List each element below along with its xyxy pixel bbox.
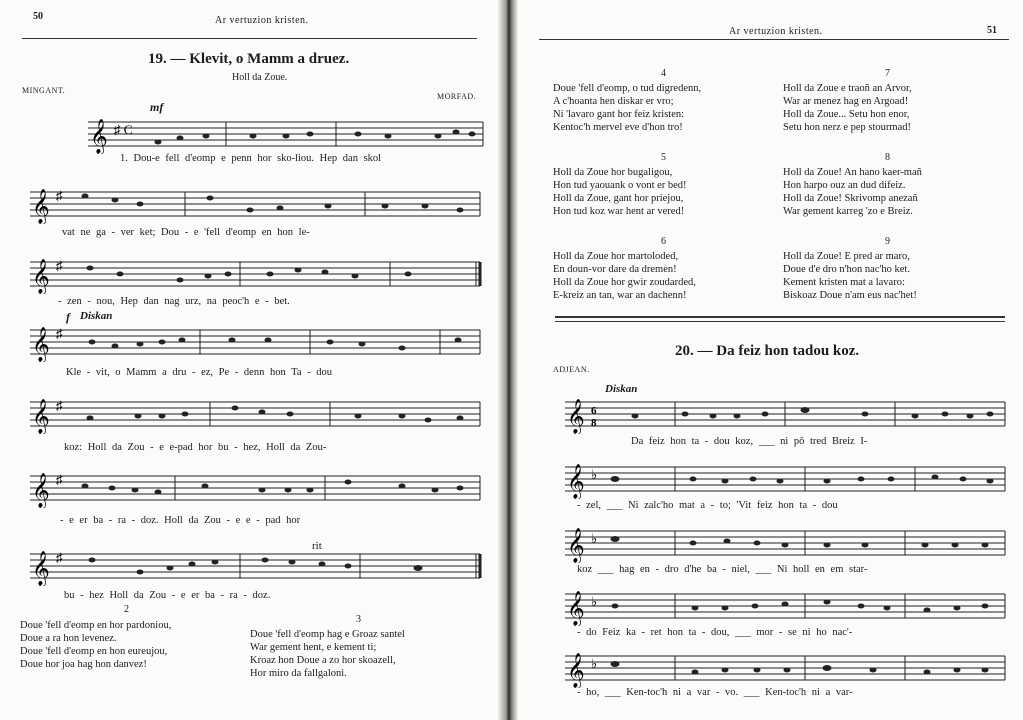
svg-text:♯: ♯	[56, 326, 63, 341]
music-staff	[565, 586, 1015, 631]
music-staff	[30, 322, 485, 367]
music-staff	[565, 394, 1015, 439]
svg-text:𝄞: 𝄞	[567, 528, 585, 563]
tempo-marking-right: MORFAD.	[437, 92, 477, 101]
svg-text:♯: ♯	[56, 258, 63, 273]
lyric-line: vat ne ga - ver ket; Dou - e 'fell d'eomp en hon le-	[62, 227, 310, 238]
lyric-line: Da feiz hon ta - dou koz, ___ ni pô tred Breiz I-	[631, 436, 868, 447]
verse-line: Hon tud koz war hent ar vered!	[553, 206, 685, 217]
tempo-marking: ADJEAN.	[553, 365, 590, 374]
stanza-8	[783, 166, 922, 218]
verse-line: A c'hoanta hen diskar er vro;	[553, 96, 674, 107]
verse-line: Holl da Zoue hor gwir zoudarded,	[553, 277, 696, 288]
svg-text:♭: ♭	[591, 656, 598, 671]
svg-text:𝄞: 𝄞	[32, 473, 50, 508]
header-rule-right	[539, 39, 1009, 40]
stanza-number: 5	[661, 152, 666, 163]
verse-line: War ar menez hag en Argoad!	[783, 96, 909, 107]
rit-label: rit	[312, 540, 322, 552]
verse-line: Hor miro da fallgaloni.	[250, 668, 347, 679]
diskan-label-right: Diskan	[605, 383, 638, 395]
svg-text:♭: ♭	[591, 594, 598, 609]
running-head-right: Ar vertuzion kristen.	[729, 26, 823, 37]
verse-line: Kroaz hon Doue a zo hor skoazell,	[250, 655, 396, 666]
diskan-label: Diskan	[80, 310, 113, 322]
left-page	[0, 0, 500, 720]
verse-line: War gement hent, e kement ti;	[250, 642, 377, 653]
page-number-right: 51	[987, 25, 997, 36]
music-staff	[30, 184, 485, 229]
svg-text:𝄞: 𝄞	[32, 189, 50, 224]
stanza-number: 9	[885, 236, 890, 247]
verse-line: Biskoaz Doue n'am eus nac'het!	[783, 290, 917, 301]
section-rule	[555, 316, 1005, 318]
verse-line: Doue 'fell d'eomp en hor pardoniou,	[20, 620, 172, 631]
stanza-6	[553, 250, 696, 302]
verse-line: E-kreiz an tan, war an dachenn!	[553, 290, 687, 301]
music-staff	[30, 468, 485, 513]
verse-line: Holl da Zoue e traoñ an Arvor,	[783, 83, 912, 94]
header-rule-left	[22, 38, 477, 39]
svg-text:𝄞: 𝄞	[32, 327, 50, 362]
stanza-3	[250, 628, 405, 680]
verse-line: Holl da Zoue hor martoloded,	[553, 251, 679, 262]
svg-text:♯: ♯	[56, 472, 63, 487]
verse-line: Holl da Zoue, gant hor priejou,	[553, 193, 684, 204]
svg-text:𝄞: 𝄞	[32, 551, 50, 586]
page-number-left: 50	[33, 11, 43, 22]
svg-text:𝄞: 𝄞	[90, 119, 108, 154]
music-staff	[30, 394, 485, 439]
lyric-line: - zen - nou, Hep dan nag urz, na peoc'h e - bet.	[58, 296, 290, 307]
dynamic-mf: mf	[150, 100, 164, 114]
lyric-line: 1. Dou-e fell d'eomp e penn hor sko-liou. Hep dan skol	[120, 153, 382, 164]
song-19-subtitle: Holl da Zoue.	[232, 72, 288, 83]
right-page	[515, 0, 1023, 720]
stanza-9	[783, 250, 917, 302]
tempo-marking-left: MINGANT.	[22, 86, 66, 95]
stanza-4	[553, 82, 701, 134]
stanza-number: 7	[885, 68, 890, 79]
verse-line: Kement kristen mat a lavaro:	[783, 277, 905, 288]
lyric-line: koz: Holl da Zou - e e-pad hor bu - hez, Holl da Zou-	[64, 442, 327, 453]
song-19-title: 19. — Klevit, o Mamm a druez.	[148, 51, 350, 67]
verse-line: Holl da Zoue! An hano kaer-mañ	[783, 167, 922, 178]
dynamic-f: f	[66, 310, 70, 324]
music-staff	[565, 523, 1015, 568]
verse-line: Ni 'lavaro gant hor feiz kristen:	[553, 109, 685, 120]
music-staff	[30, 254, 485, 299]
stanza-number: 4	[661, 68, 666, 79]
stanza-2	[20, 619, 171, 671]
lyric-line: - e er ba - ra - doz. Holl da Zou - e e - pad hor	[60, 515, 301, 526]
svg-text:6: 6	[591, 405, 597, 417]
verse-line: War gement karreg 'zo e Breiz.	[783, 206, 913, 217]
lyric-line: Kle - vit, o Mamm a dru - ez, Pe - denn hon Ta - dou	[66, 367, 332, 378]
verse-line: En doun-vor dare da dremen!	[553, 264, 677, 275]
verse-line: Hon tud yaouank o vont er bed!	[553, 180, 687, 191]
svg-text:♭: ♭	[591, 467, 598, 482]
lyric-line: - do Feiz ka - ret hon ta - dou, ___ mor - se ni ho nac'-	[577, 627, 853, 638]
lyric-line: bu - hez Holl da Zou - e er ba - ra - doz.	[64, 590, 271, 601]
svg-text:𝄞: 𝄞	[32, 259, 50, 294]
verse-line: Doue d'e dro n'hon nac'ho ket.	[783, 264, 910, 275]
svg-text:♯: ♯	[56, 550, 63, 565]
lyric-line: - zel, ___ Ni zalc'ho mat a - to; 'Vit feiz hon ta - dou	[577, 500, 838, 511]
verse-line: Doue 'fell d'eomp en hon eureujou,	[20, 646, 168, 657]
stanza-number: 3	[356, 614, 361, 625]
verse-line: Holl da Zoue! E pred ar maro,	[783, 251, 910, 262]
svg-text:𝄞: 𝄞	[567, 653, 585, 688]
svg-text:8: 8	[591, 417, 597, 429]
verse-line: Holl da Zoue hor bugaligou,	[553, 167, 673, 178]
stanza-number: 6	[661, 236, 666, 247]
svg-text:𝄞: 𝄞	[567, 399, 585, 434]
svg-text:♯: ♯	[56, 188, 63, 203]
verse-line: Hon harpo ouz an dud difeiz.	[783, 180, 906, 191]
stanza-5	[553, 166, 687, 218]
verse-line: Setu hon nerz e pep stourmad!	[783, 122, 912, 133]
verse-line: Holl da Zoue... Setu hon enor,	[783, 109, 910, 120]
stanza-number: 8	[885, 152, 890, 163]
section-rule	[555, 321, 1005, 322]
music-staff	[30, 546, 485, 591]
verse-line: Doue hor joa hag hon danvez!	[20, 659, 147, 670]
svg-text:♯ C: ♯ C	[114, 122, 133, 137]
verse-line: Doue a ra hon levenez.	[20, 633, 117, 644]
svg-text:𝄞: 𝄞	[567, 464, 585, 499]
song-20-title: 20. — Da feiz hon tadou koz.	[675, 343, 860, 359]
verse-line: Doue 'fell d'eomp hag e Groaz santel	[250, 629, 405, 640]
verse-line: Doue 'fell d'eomp, o tud digredenn,	[553, 83, 702, 94]
running-head-left: Ar vertuzion kristen.	[215, 15, 309, 26]
stanza-7	[783, 82, 912, 134]
verse-line: Kentoc'h mervel eve d'hon tro!	[553, 122, 683, 133]
verse-line: Holl da Zoue! Skrivomp anezañ	[783, 193, 918, 204]
stanza-number: 2	[124, 604, 129, 615]
lyric-line: koz ___ hag en - dro d'he ba - niel, ___ Ni holl en em star-	[577, 564, 868, 575]
svg-text:𝄞: 𝄞	[32, 399, 50, 434]
svg-text:♭: ♭	[591, 531, 598, 546]
svg-text:♯: ♯	[56, 398, 63, 413]
svg-text:𝄞: 𝄞	[567, 591, 585, 626]
lyric-line: - ho, ___ Ken-toc'h ni a var - vo. ___ Ken-toc'h ni a var-	[577, 687, 853, 698]
music-staff	[565, 459, 1015, 504]
